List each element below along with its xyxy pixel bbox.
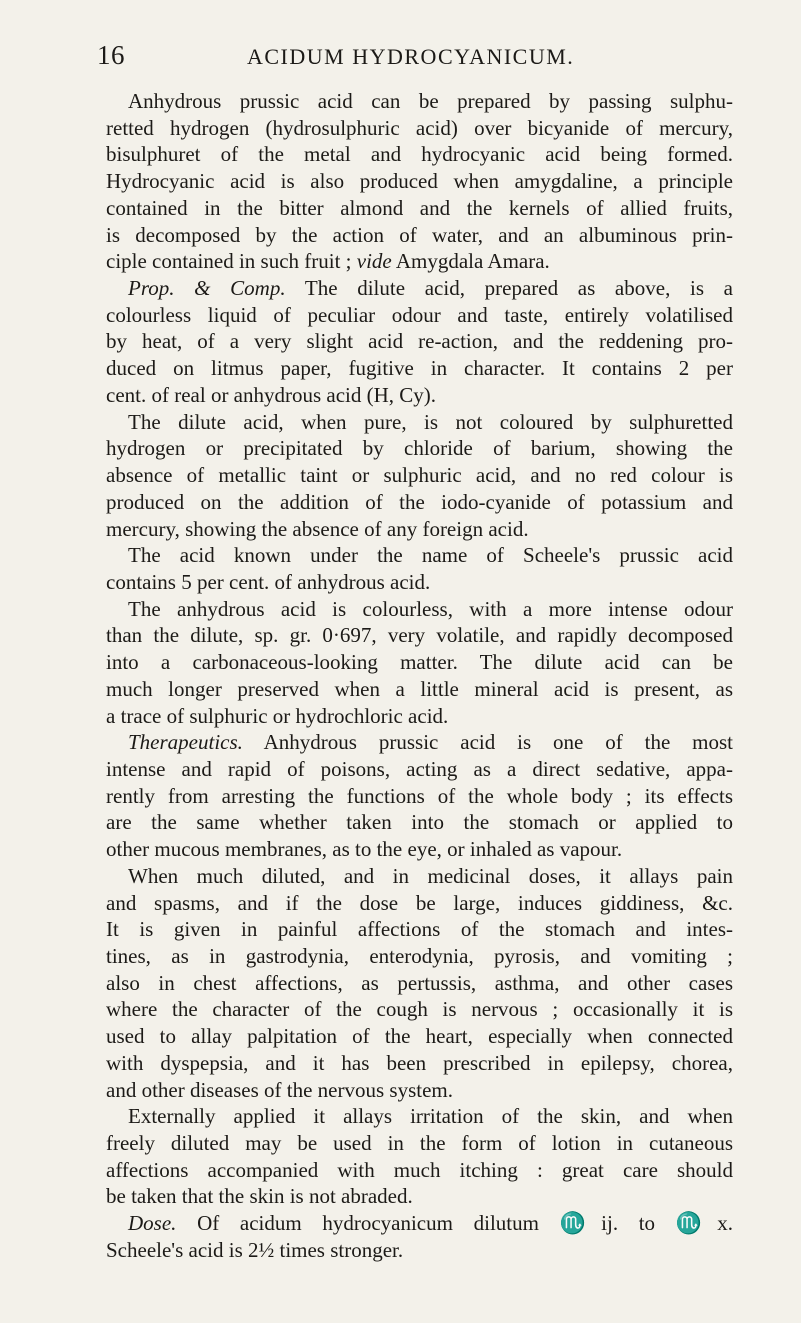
text-line: be taken that the skin is not abraded. <box>106 1184 413 1209</box>
text-line: and other diseases of the nervous system. <box>106 1077 454 1102</box>
italic-run: vide <box>356 249 392 274</box>
text-line: Scheele's acid is 2½ times stronger. <box>106 1237 404 1262</box>
section-heading: Dose. <box>128 1211 177 1236</box>
text-line <box>106 1210 733 1237</box>
text-line: into a carbonaceous-looking matter. The dilute acid can be <box>106 650 733 675</box>
page-number: 16 <box>97 40 125 70</box>
text-line: retted hydrogen (hydrosulphuric acid) over bicyanide of mercury, <box>106 115 733 140</box>
text-line: The dilute acid, when pure, is not coloured by sulphuretted <box>128 409 733 434</box>
text-line: with dyspepsia, and it has been prescribed in epilepsy, chorea, <box>106 1050 733 1075</box>
text-line: duced on litmus paper, fugitive in character. It contains 2 per <box>106 356 733 381</box>
text-line: When much diluted, and in medicinal doses, it allays pain <box>128 863 733 888</box>
text-line: absence of metallic taint or sulphuric acid, and no red colour is <box>106 463 733 488</box>
text-line: colourless liquid of peculiar odour and taste, entirely volatilised <box>106 302 733 327</box>
text-line: Hydrocyanic acid is also produced when amygdaline, a principle <box>106 169 733 194</box>
running-title: ACIDUM HYDROCYANICUM. <box>247 44 575 69</box>
text-run: The dilute acid, prepared as above, is a <box>285 276 733 301</box>
text-line <box>106 729 733 756</box>
text-line: affections accompanied with much itching : great care should <box>106 1157 733 1182</box>
text-line: freely diluted may be used in the form of lotion in cutaneous <box>106 1131 733 1156</box>
text-run: ciple contained in such fruit ; <box>106 249 357 274</box>
text-line: tines, as in gastrodynia, enterodynia, pyrosis, and vomiting ; <box>106 944 733 968</box>
text-line <box>106 275 733 302</box>
text-line: much longer preserved when a little mineral acid is present, as <box>106 676 733 701</box>
text-line: used to allay palpitation of the heart, especially when connected <box>106 1024 733 1049</box>
text-line: by heat, of a very slight acid re-action, and the reddening pro- <box>106 329 733 354</box>
section-heading: Therapeutics. <box>128 730 243 755</box>
text-line: is decomposed by the action of water, and an albuminous prin- <box>106 222 733 247</box>
text-line: rently from arresting the functions of the whole body ; its effects <box>106 783 733 808</box>
text-line: bisulphuret of the metal and hydrocyanic acid being formed. <box>106 142 733 167</box>
section-heading: Prop. & Comp. <box>128 276 286 301</box>
text-line: and spasms, and if the dose be large, induces giddiness, &c. <box>106 890 733 915</box>
text-line: other mucous membranes, as to the eye, or inhaled as vapour. <box>106 837 623 862</box>
page-header <box>97 40 733 80</box>
text-line: a trace of sulphuric or hydrochloric acid. <box>106 703 449 728</box>
text-line: hydrogen or precipitated by chloride of barium, showing the <box>106 436 733 461</box>
text-line: mercury, showing the absence of any foreign acid. <box>106 516 529 541</box>
text-line: contains 5 per cent. of anhydrous acid. <box>106 569 431 594</box>
text-line: Externally applied it allays irritation of the skin, and when <box>128 1104 733 1129</box>
text-line: It is given in painful affections of the stomach and intes- <box>106 917 733 942</box>
text-line: Anhydrous prussic acid can be prepared by passing sulphu- <box>128 89 733 113</box>
text-line: also in chest affections, as pertussis, asthma, and other cases <box>106 970 733 995</box>
text-line: intense and rapid of poisons, acting as a direct sedative, appa- <box>106 756 733 781</box>
text-line: produced on the addition of the iodo-cyanide of potassium and <box>106 489 733 514</box>
text-line: The anhydrous acid is colourless, with a more intense odour <box>128 596 733 621</box>
text-line: than the dilute, sp. gr. 0·697, very volatile, and rapidly decomposed <box>106 623 733 648</box>
text-line: cent. of real or anhydrous acid (H, Cy). <box>106 382 437 407</box>
text-run: Amygdala Amara. <box>391 249 550 274</box>
text-line <box>106 248 733 275</box>
body-text <box>106 88 733 1264</box>
text-run: Anhydrous prussic acid is one of the most <box>242 730 733 755</box>
text-line: are the same whether taken into the stomach or applied to <box>106 810 733 835</box>
text-line: where the character of the cough is nervous ; occasionally it is <box>106 997 733 1022</box>
text-line: The acid known under the name of Scheele's prussic acid <box>128 543 733 568</box>
text-run: Of acidum hydrocyanicum dilutum ♏ij. to ♏x. <box>176 1211 733 1236</box>
text-line: contained in the bitter almond and the kernels of allied fruits, <box>106 195 733 220</box>
